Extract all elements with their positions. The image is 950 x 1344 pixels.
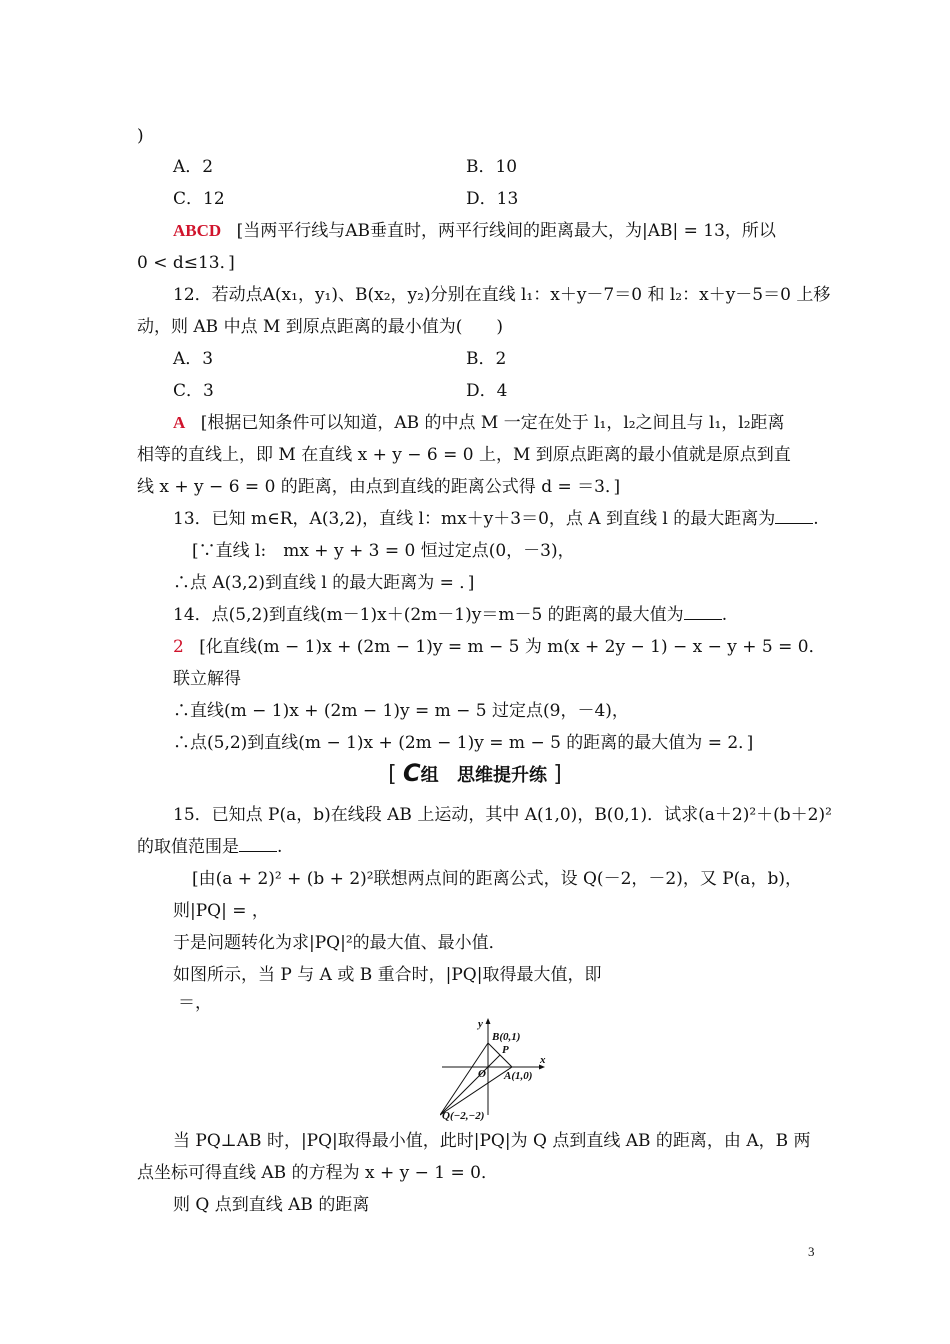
banner-group: 组 [420, 765, 439, 786]
option-c: C．12 [173, 189, 225, 209]
question-12: 12．若动点A(x₁，y₁)、B(x₂，y₂)分别在直线 l₁：x＋y－7＝0 和 l₂：x＋y－5＝0 上移 [173, 285, 831, 305]
y-label: y [478, 1018, 483, 1030]
text-line: [由(a + 2)² + (b + 2)²联想两点间的距离公式，设 Q(－2，－2)，又 P(a，b)， [192, 869, 802, 889]
question-text: 13．已知 m∈R，A(3,2)，直线 l：mx＋y＋3＝0，点 A 到直线 l 的最大距离为 [173, 509, 776, 529]
answer-line [173, 635, 826, 659]
segment-qp [440, 1055, 500, 1115]
page-number: 3 [808, 1244, 815, 1259]
text-line: ) [137, 126, 144, 146]
answer-key: ABCD [173, 221, 222, 240]
b-label: B(0,1) [492, 1031, 521, 1043]
text-line: 相等的直线上，即 M 在直线 x + y − 6 = 0 上，M 到原点距离的最小值就是原点到直 [137, 445, 791, 465]
text-line: 的取值范围是 . [137, 837, 283, 857]
question-text: 14．点(5,2)到直线(m－1)x＋(2m－1)y＝m－5 的距离的最大值为 [173, 605, 684, 625]
option-b: B．10 [466, 157, 518, 177]
text-line: 当 PQ⊥AB 时，|PQ|取得最小值，此时|PQ|为 Q 点到直线 AB 的距离，由 A，B 两 [173, 1131, 811, 1151]
section-banner: [ C组 思维提升练 ] [388, 759, 562, 787]
p-label: P [502, 1044, 509, 1056]
option-a: A．2 [173, 157, 214, 177]
segment-qa [440, 1067, 512, 1115]
text-line: ∴点 A(3,2)到直线 l 的最大距离为 = ．] [173, 573, 475, 593]
option-b: B．2 [466, 349, 507, 369]
text-line: ∴点(5,2)到直线(m − 1)x + (2m − 1)y = m − 5 的距离的最大值为 = 2．] [173, 733, 754, 753]
text-line: 联立解得 [173, 669, 241, 689]
answer-text: [化直线(m − 1)x + (2m − 1)y = m − 5 为 m(x + 2y − 1) − x − y + 5 = 0． [199, 637, 826, 657]
o-label: O [478, 1068, 486, 1080]
text-line: 0 < d≤13．] [137, 253, 235, 273]
answer-blank [775, 509, 813, 524]
answer-blank [684, 605, 722, 620]
text-line: 动，则 AB 中点 M 到原点距离的最小值为( ) [137, 317, 504, 337]
text-line: 点坐标可得直线 AB 的方程为 x + y − 1 = 0． [137, 1163, 498, 1183]
y-axis-arrow [486, 1018, 491, 1024]
answer-text: [根据已知条件可以知道，AB 的中点 M 一定在处于 l₁，l₂之间且与 l₁，l₂距离 [200, 413, 785, 433]
a-label: A(1,0) [504, 1070, 533, 1082]
text-line: 则|PQ| = ， [173, 901, 269, 921]
question-13: 13．已知 m∈R，A(3,2)，直线 l：mx＋y＋3＝0，点 A 到直线 l 的最大距离为 . [173, 509, 819, 529]
option-d: D．13 [466, 189, 519, 209]
text-line: 于是问题转化为求|PQ|²的最大值、最小值． [173, 933, 506, 953]
text-line: ＝， [178, 993, 212, 1013]
x-label: x [540, 1054, 546, 1066]
banner-letter: C [403, 759, 421, 787]
answer-key: 2 [173, 637, 184, 657]
question-15: 15．已知点 P(a，b)在线段 AB 上运动，其中 A(1,0)，B(0,1)．试求(a＋2)²＋(b＋2)² [173, 805, 832, 825]
answer-line [173, 219, 776, 243]
banner-title: 思维提升练 [456, 765, 547, 786]
option-c: C．3 [173, 381, 214, 401]
q-label: Q(−2,−2) [442, 1110, 485, 1121]
answer-line [173, 411, 785, 435]
text-line: 如图所示，当 P 与 A 或 B 重合时，|PQ|取得最大值，即 [173, 965, 602, 985]
coordinate-figure [440, 1015, 552, 1121]
answer-blank [239, 837, 277, 852]
text-line: ∴直线(m − 1)x + (2m − 1)y = m − 5 过定点(9，－4)， [173, 701, 629, 721]
question-14: 14．点(5,2)到直线(m－1)x＋(2m－1)y＝m－5 的距离的最大值为 . [173, 605, 728, 625]
option-a: A．3 [173, 349, 214, 369]
question-text: 的取值范围是 [137, 837, 239, 857]
text-line: 则 Q 点到直线 AB 的距离 [173, 1195, 370, 1215]
answer-key: A [173, 413, 186, 432]
option-d: D．4 [466, 381, 508, 401]
text-line: 线 x + y − 6 = 0 的距离，由点到直线的距离公式得 d = ＝3．] [137, 477, 621, 497]
answer-text: [当两平行线与AB垂直时，两平行线间的距离最大，为|AB| = 13，所以 [236, 221, 776, 241]
text-line: [∵直线 l: mx + y + 3 = 0 恒过定点(0，－3)， [192, 541, 575, 561]
